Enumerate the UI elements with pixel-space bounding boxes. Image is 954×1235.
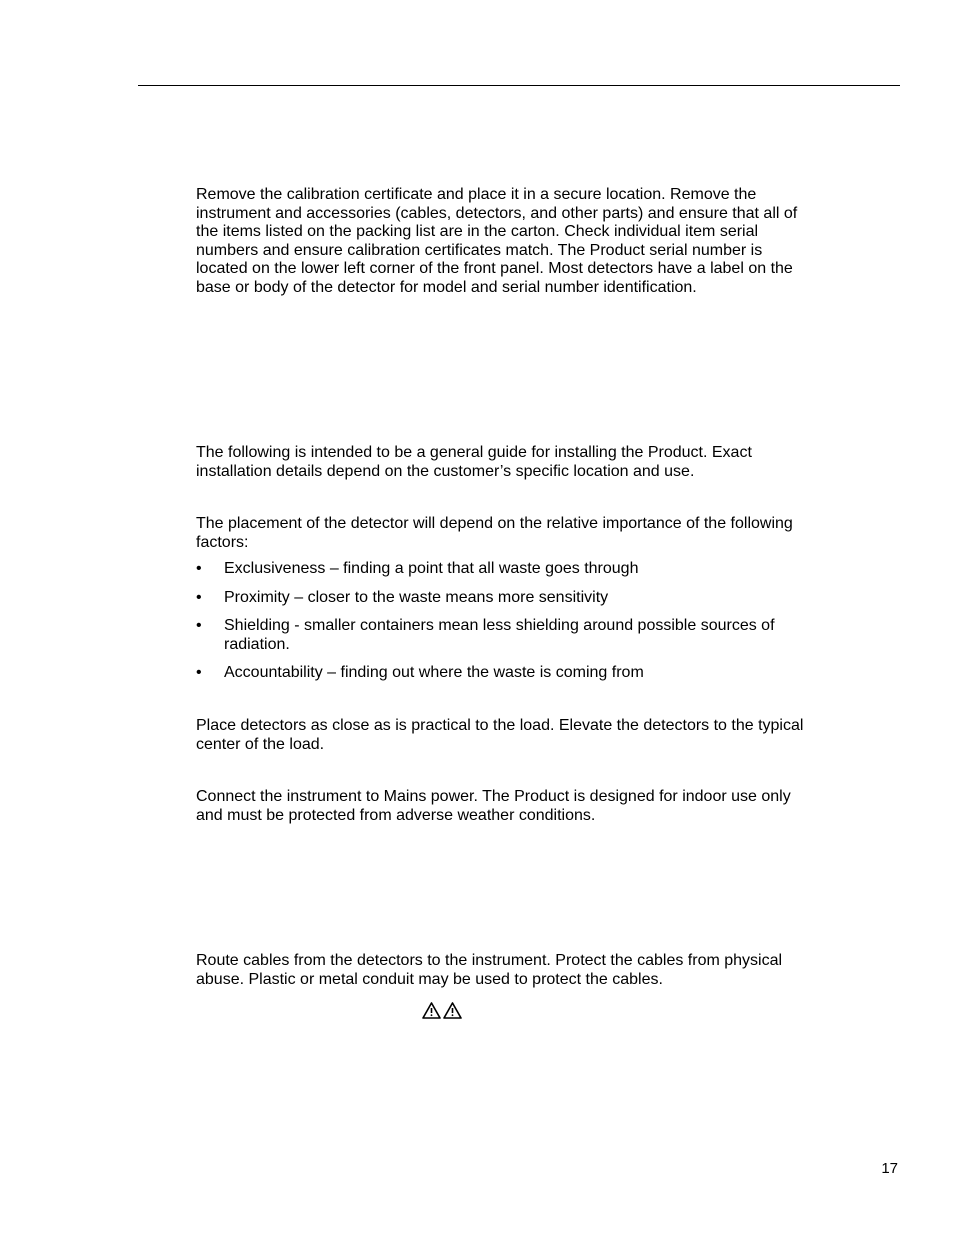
mains-power-paragraph: Connect the instrument to Mains power. The Product is designed for indoor use only and must be protected from adverse weather conditions. [196,788,791,824]
list-item-text: Exclusiveness – finding a point that all waste goes through [224,560,639,577]
bullet-glyph: • [196,588,202,606]
placement-factors-list [196,560,816,693]
install-intro-paragraph: The following is intended to be a general guide for installing the Product. Exact installation details depend on the customer’s specific location and use. [196,444,752,480]
list-item [196,664,816,683]
page-number: 17 [881,1160,898,1177]
list-item [196,617,816,654]
detector-position-paragraph: Place detectors as close as is practical to the load. Elevate the detectors to the typical center of the load. [196,717,804,753]
warning-icons [422,1002,462,1020]
warning-triangle-icon [443,1002,462,1020]
list-item-text: Proximity – closer to the waste means more sensitivity [224,588,609,606]
header-rule [138,85,900,86]
list-item [196,589,816,608]
unpacking-paragraph: Remove the calibration certificate and place it in a secure location. Remove the instrument and accessories (cables, detectors, and other parts) and ensure that all of the items listed on the packing list are in the carton. Check individual item serial numbers and ensure calibration certificates match. The Product serial number is located on the lower left corner of the front panel. Most detectors have a label on the base or body of the detector for model and serial number identification. [196,186,798,296]
list-item [196,560,816,579]
bullet-glyph: • [196,617,202,635]
cables-paragraph: Route cables from the detectors to the instrument. Protect the cables from physical abuse. Plastic or metal conduit may be used to protect the cables. [196,952,783,988]
bullet-glyph: • [196,664,202,682]
list-item-text: Shielding - smaller containers mean less shielding around possible sources of radiation. [224,617,775,653]
placement-intro-paragraph: The placement of the detector will depend on the relative importance of the following factors: [196,515,793,551]
warning-triangle-icon [422,1002,441,1020]
bullet-glyph: • [196,560,202,577]
list-item-text: Accountability – finding out where the waste is coming from [224,664,644,682]
